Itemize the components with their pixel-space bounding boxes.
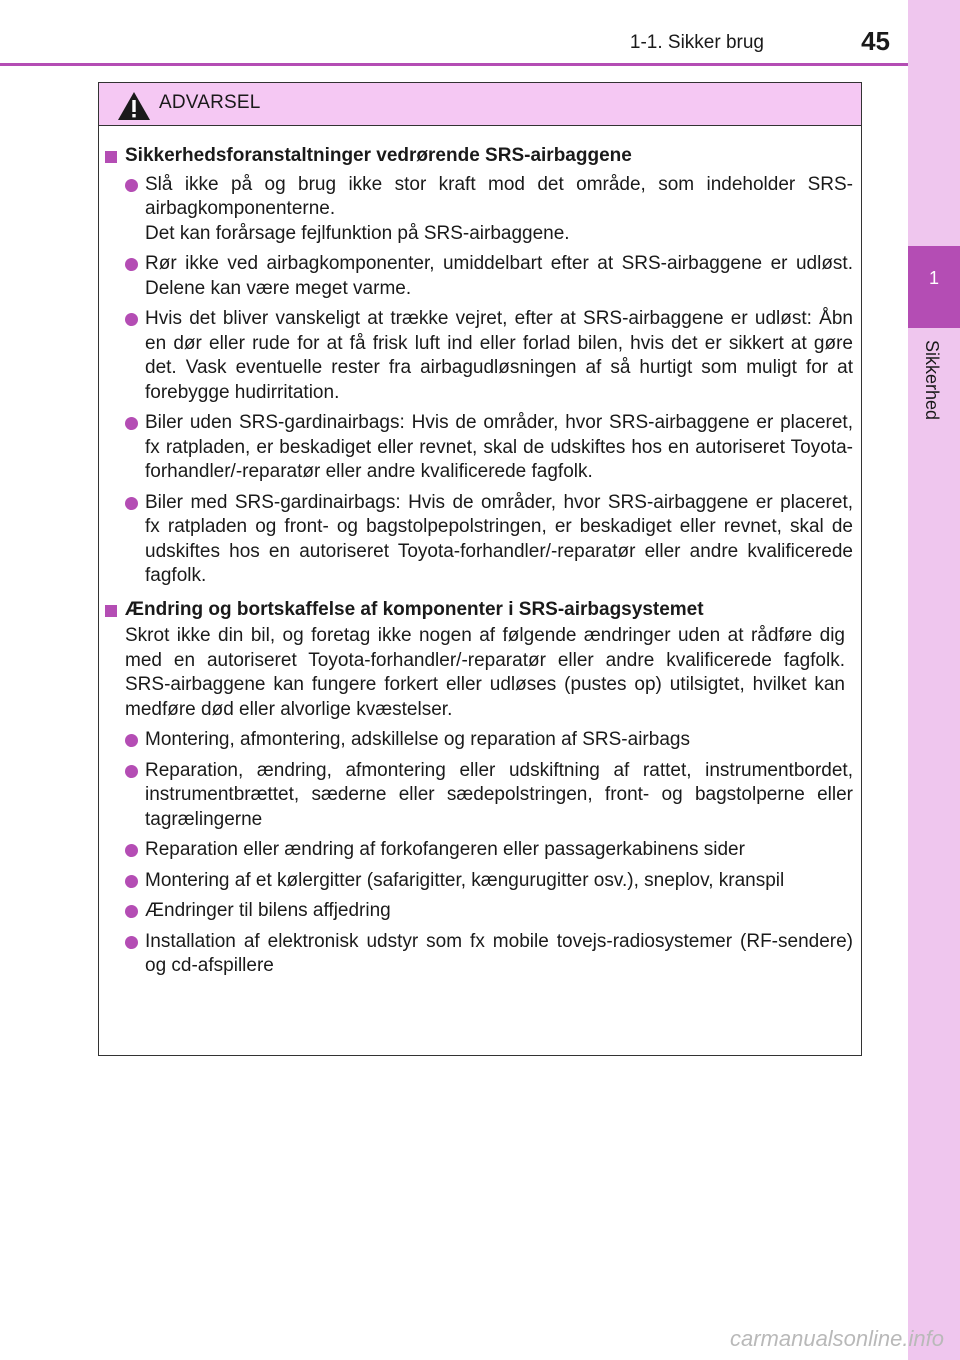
warning-box xyxy=(98,82,862,1056)
bullet-item xyxy=(99,173,861,247)
bullet-text: Slå ikke på og brug ikke stor kraft mod det område, som indeholder SRS-airbagkomponenterne. xyxy=(145,173,853,219)
square-bullet-icon xyxy=(105,605,117,617)
bullet-text: Hvis det bliver vanskeligt at trække vejret, efter at SRS-airbaggene er udløst: Åbn en dør eller rude for at få frisk luft ind eller forlad bilen, hvis det er sikkert at gøre det. Vask eventuelle rester fra airbagudløsningen af så hurtigt som muligt for at forebygge hudirritation. xyxy=(145,308,853,403)
bullet-item xyxy=(99,869,861,894)
warning-triangle-icon xyxy=(117,91,151,121)
round-bullet-icon xyxy=(125,417,138,430)
round-bullet-icon xyxy=(125,734,138,747)
round-bullet-icon xyxy=(125,905,138,918)
bullet-text: Reparation, ændring, afmontering eller udskiftning af rattet, instrumentbordet, instrumentbrættet, sæderne eller sædepolstringen, front- og bagstolperne eller tagrælingerne xyxy=(145,759,853,830)
page-number: 45 xyxy=(861,26,890,56)
round-bullet-icon xyxy=(125,179,138,192)
warning-content xyxy=(99,144,861,979)
bullet-item xyxy=(99,759,861,833)
chapter-side-strip xyxy=(908,0,960,1360)
header-divider xyxy=(0,63,908,66)
bullet-item xyxy=(99,899,861,924)
bullet-text: Ændringer til bilens affjedring xyxy=(145,900,391,921)
bullet-text: Reparation eller ændring af forkofangeren eller passagerkabinens sider xyxy=(145,839,745,860)
section-heading-text: Ændring og bortskaffelse af komponenter i SRS-airbagsystemet xyxy=(125,598,704,620)
chapter-number: 1 xyxy=(928,268,939,288)
bullet-item xyxy=(99,491,861,589)
bullet-text: Montering, afmontering, adskillelse og reparation af SRS-airbags xyxy=(145,729,690,750)
bullet-item xyxy=(99,411,861,485)
bullet-text: Installation af elektronisk udstyr som fx mobile tovejs-radiosystemer (RF-sendere) og cd-afspillere xyxy=(145,930,853,976)
warning-title: ADVARSEL xyxy=(159,92,261,113)
section-heading xyxy=(99,598,861,623)
round-bullet-icon xyxy=(125,875,138,888)
round-bullet-icon xyxy=(125,497,138,510)
section-title: 1-1. Sikker brug xyxy=(629,32,764,53)
bullet-text: Rør ikke ved airbagkomponenter, umiddelbart efter at SRS-airbaggene er udløst. Delene kan være meget varme. xyxy=(145,253,853,299)
round-bullet-icon xyxy=(125,844,138,857)
bullet-text: Biler uden SRS-gardinairbags: Hvis de områder, hvor SRS-airbaggene er placeret, fx ratpladen, er beskadiget eller revnet, skal de udskiftes hos en autoriseret Toyota-forhandler/-reparatør eller andre kvalificerede fagfolk. xyxy=(145,412,853,482)
section-heading xyxy=(99,144,861,169)
bullet-item xyxy=(99,307,861,405)
bullet-item xyxy=(99,728,861,753)
section-intro: Skrot ikke din bil, og foretag ikke nogen af følgende ændringer uden at rådføre dig med en autoriseret Toyota-forhandler/-reparatør eller andre kvalificerede fagfolk. SRS-airbaggene kan fungere forkert eller udløses (pustes op) utilsigtet, hvilket kan medføre død eller alvorlige kvæstelser. xyxy=(125,625,845,720)
square-bullet-icon xyxy=(105,151,117,163)
bullet-text-continuation: Det kan forårsage fejlfunktion på SRS-airbaggene. xyxy=(145,222,570,244)
watermark-text: carmanualsonline.info xyxy=(729,1326,944,1351)
bullet-item xyxy=(99,252,861,301)
warning-header xyxy=(99,83,861,126)
section-heading-text: Sikkerhedsforanstaltninger vedrørende SRS-airbaggene xyxy=(125,145,632,166)
round-bullet-icon xyxy=(125,313,138,326)
bullet-text: Biler med SRS-gardinairbags: Hvis de områder, hvor SRS-airbaggene er placeret, fx ratpladen og front- og bagstolpepolstringen, er beskadiget eller revnet, skal de udskiftes hos en autoriseret Toyota-forhandler/-reparatør eller andre kvalificerede fagfolk. xyxy=(145,491,853,586)
bullet-text: Montering af et kølergitter (safarigitter, kængurugitter osv.), sneplov, kranspil xyxy=(145,869,785,891)
round-bullet-icon xyxy=(125,936,138,949)
round-bullet-icon xyxy=(125,765,138,778)
chapter-title: Sikkerhed xyxy=(922,340,942,421)
bullet-item xyxy=(99,838,861,863)
bullet-item xyxy=(99,930,861,979)
chapter-title-label xyxy=(921,340,947,440)
round-bullet-icon xyxy=(125,258,138,271)
